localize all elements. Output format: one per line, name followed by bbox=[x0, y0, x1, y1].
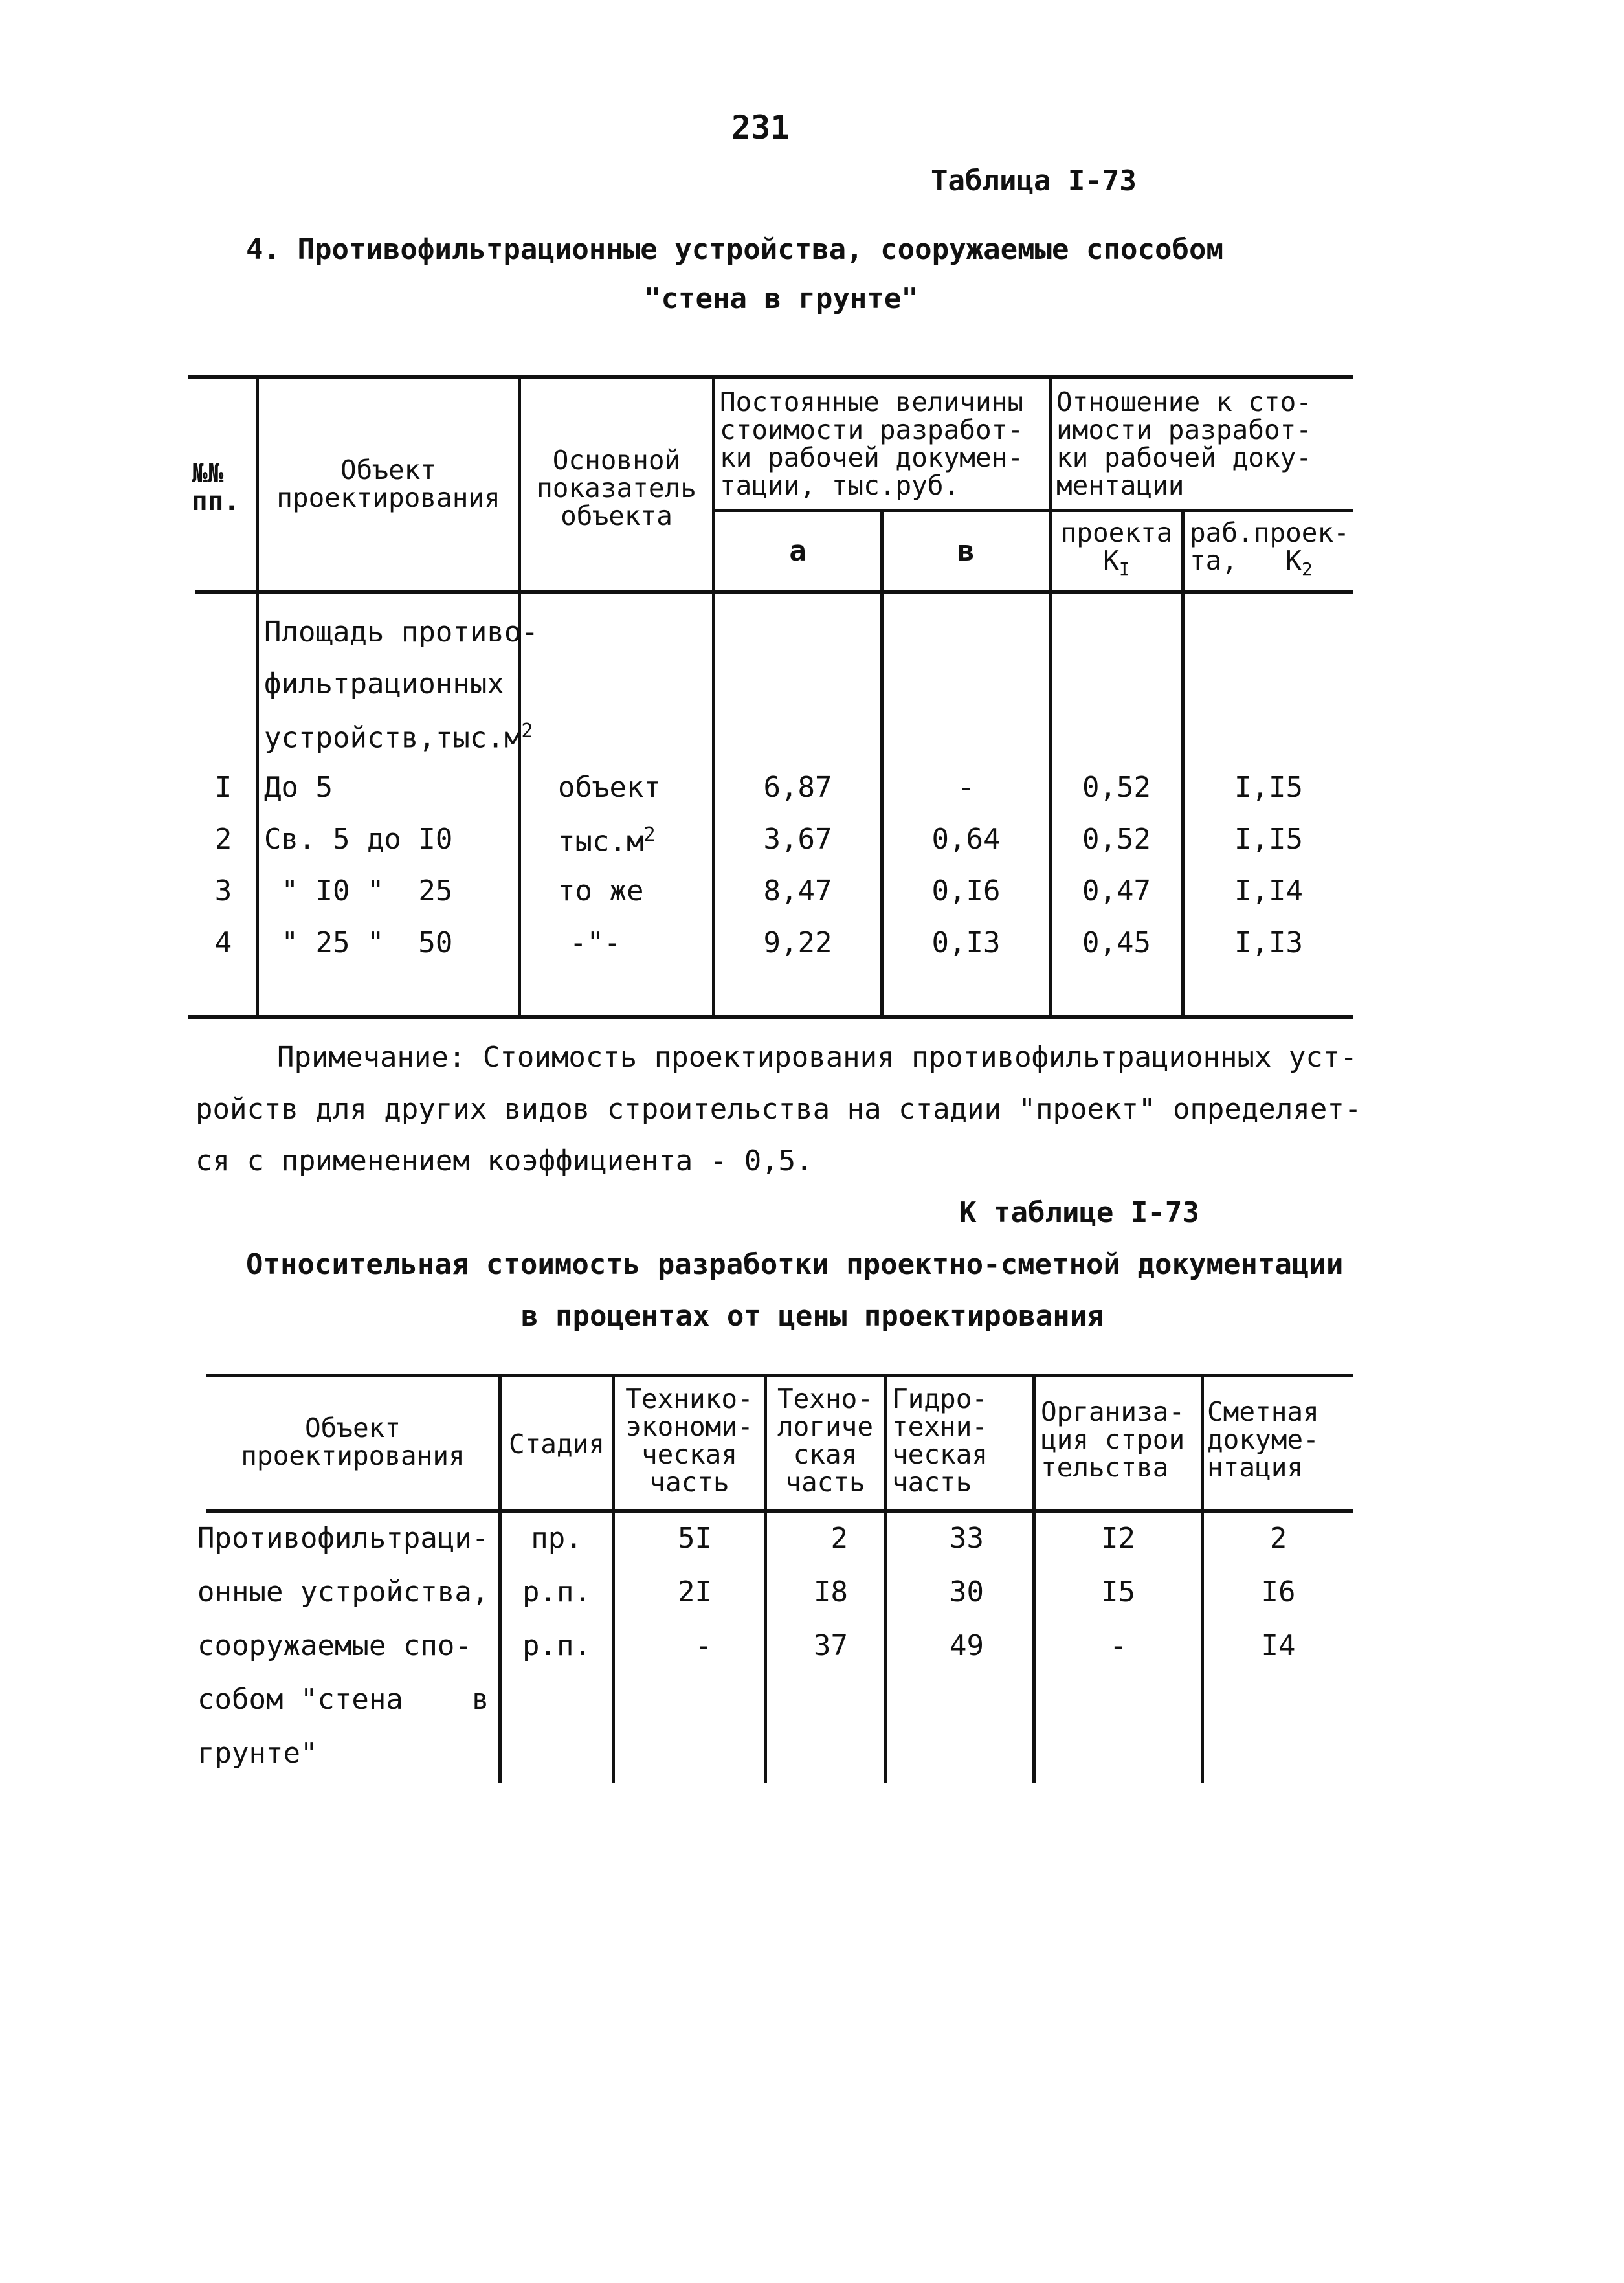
row-object: " 25 " 50 bbox=[264, 926, 453, 959]
row-indicator: объект bbox=[558, 771, 661, 804]
rule bbox=[1049, 377, 1052, 1017]
row-tech-econ: - bbox=[695, 1629, 712, 1662]
row-a: 3,67 bbox=[763, 823, 832, 856]
row-number: 3 bbox=[214, 874, 232, 908]
header-technology: Техно- логиче ская часть bbox=[777, 1383, 874, 1498]
rule bbox=[712, 509, 1353, 512]
row-estimate: I4 bbox=[1261, 1629, 1296, 1662]
header-object: Объект проектирования bbox=[276, 454, 500, 513]
row-estimate: 2 bbox=[1269, 1522, 1287, 1555]
row-a: 8,47 bbox=[763, 874, 832, 908]
header-ratio: Отношение к сто- имости разработ- ки рабочей доку- ментации bbox=[1056, 386, 1312, 501]
row-tech-econ: 5I bbox=[678, 1522, 712, 1555]
row-hydro: 49 bbox=[950, 1629, 984, 1662]
row-number: 2 bbox=[214, 823, 232, 856]
header-k2: раб.проек- та, $K_2$ bbox=[1190, 517, 1350, 581]
row-object: До 5 bbox=[264, 771, 333, 804]
row-organization: I5 bbox=[1101, 1576, 1135, 1609]
row-object: " I0 " 25 bbox=[264, 874, 453, 908]
row-technology: 37 bbox=[814, 1629, 848, 1662]
row-stage: р.п. bbox=[522, 1629, 591, 1662]
appendix-title: Относительная стоимость разработки проектно-сметной документации bbox=[246, 1248, 1344, 1281]
row-k2: I,I3 bbox=[1234, 926, 1303, 959]
object-line1: Противофильтраци- bbox=[197, 1522, 489, 1555]
row-organization: I2 bbox=[1101, 1522, 1135, 1555]
row-technology: I8 bbox=[814, 1576, 848, 1609]
rule bbox=[188, 375, 1353, 379]
rule bbox=[712, 377, 715, 1017]
header-a: а bbox=[789, 535, 806, 568]
row-number: 4 bbox=[214, 926, 232, 959]
row-b: - bbox=[957, 771, 975, 804]
row-organization: - bbox=[1109, 1629, 1127, 1662]
row-k1: 0,45 bbox=[1082, 926, 1151, 959]
row-a: 9,22 bbox=[763, 926, 832, 959]
header-stage: Стадия bbox=[508, 1429, 605, 1460]
row-number: I bbox=[214, 771, 232, 804]
row-technology: 2 bbox=[830, 1522, 848, 1555]
appendix-label: К таблице I-73 bbox=[959, 1196, 1199, 1229]
header-k1: проекта $K_I$ bbox=[1060, 517, 1173, 581]
rule bbox=[195, 590, 1353, 594]
rule bbox=[206, 1509, 1353, 1513]
row-k1: 0,52 bbox=[1082, 823, 1151, 856]
row-indicator: $тыс.м^2$ bbox=[558, 823, 656, 858]
header-constant-values: Постоянные величины стоимости разработ- ки рабочей докумен- тации, тыс.руб. bbox=[720, 386, 1023, 501]
row-hydro: 33 bbox=[950, 1522, 984, 1555]
header-tech-econ: Технико- экономи- ческая часть bbox=[625, 1383, 753, 1498]
page-number: 231 bbox=[731, 109, 790, 146]
object-line4: собом "стена в bbox=[197, 1683, 489, 1716]
row-estimate: I6 bbox=[1261, 1576, 1296, 1609]
row-stage: пр. bbox=[531, 1522, 583, 1555]
row-a: 6,87 bbox=[763, 771, 832, 804]
row-k2: I,I5 bbox=[1234, 823, 1303, 856]
row-k1: 0,47 bbox=[1082, 874, 1151, 908]
object-line2: онные устройства, bbox=[197, 1576, 489, 1609]
object-line5: грунте" bbox=[197, 1737, 318, 1770]
rule bbox=[188, 1015, 1353, 1019]
header-object: Объект проектирования bbox=[241, 1412, 465, 1471]
rule bbox=[206, 1374, 1353, 1377]
appendix-title-line2: в процентах от цены проектирования bbox=[521, 1300, 1104, 1333]
header-estimate: Сметная докуме- нтация bbox=[1207, 1396, 1319, 1483]
header-b: в bbox=[957, 535, 975, 568]
row-indicator: то же bbox=[558, 874, 644, 908]
row-hydro: 30 bbox=[950, 1576, 984, 1609]
row-indicator: -"- bbox=[570, 926, 621, 959]
row-object: Св. 5 до I0 bbox=[264, 823, 453, 856]
object-line3: сооружаемые спо- bbox=[197, 1629, 472, 1662]
row-k2: I,I5 bbox=[1234, 771, 1303, 804]
note-line3: ся с применением коэффициента - 0,5. bbox=[195, 1144, 813, 1177]
header-num: №№ пп. bbox=[192, 458, 240, 517]
section-title-line2: "стена в грунте" bbox=[644, 282, 918, 315]
row-b: 0,I3 bbox=[931, 926, 1001, 959]
table-label: Таблица I-73 bbox=[931, 164, 1137, 197]
header-organization: Организа- ция строи тельства bbox=[1041, 1396, 1185, 1483]
section-title: 4. Противофильтрационные устройства, сооружаемые способом bbox=[246, 233, 1223, 266]
note-line2: ройств для других видов строительства на стадии "проект" определяет- bbox=[195, 1093, 1362, 1126]
group-label-line1: Площадь противо- bbox=[264, 616, 539, 649]
header-indicator: Основной показатель объекта bbox=[537, 445, 696, 531]
note-line1: Примечание: Стоимость проектирования противофильтрационных уст- bbox=[277, 1041, 1357, 1074]
row-b: 0,64 bbox=[931, 823, 1001, 856]
row-tech-econ: 2I bbox=[678, 1576, 712, 1609]
group-label-line2: фильтрационных bbox=[264, 667, 504, 700]
row-k1: 0,52 bbox=[1082, 771, 1151, 804]
row-k2: I,I4 bbox=[1234, 874, 1303, 908]
header-hydro: Гидро- техни- ческая часть bbox=[892, 1383, 988, 1498]
group-label-line3: $устройств,тыс.м^2$ bbox=[264, 720, 533, 755]
row-b: 0,I6 bbox=[931, 874, 1001, 908]
row-stage: р.п. bbox=[522, 1576, 591, 1609]
